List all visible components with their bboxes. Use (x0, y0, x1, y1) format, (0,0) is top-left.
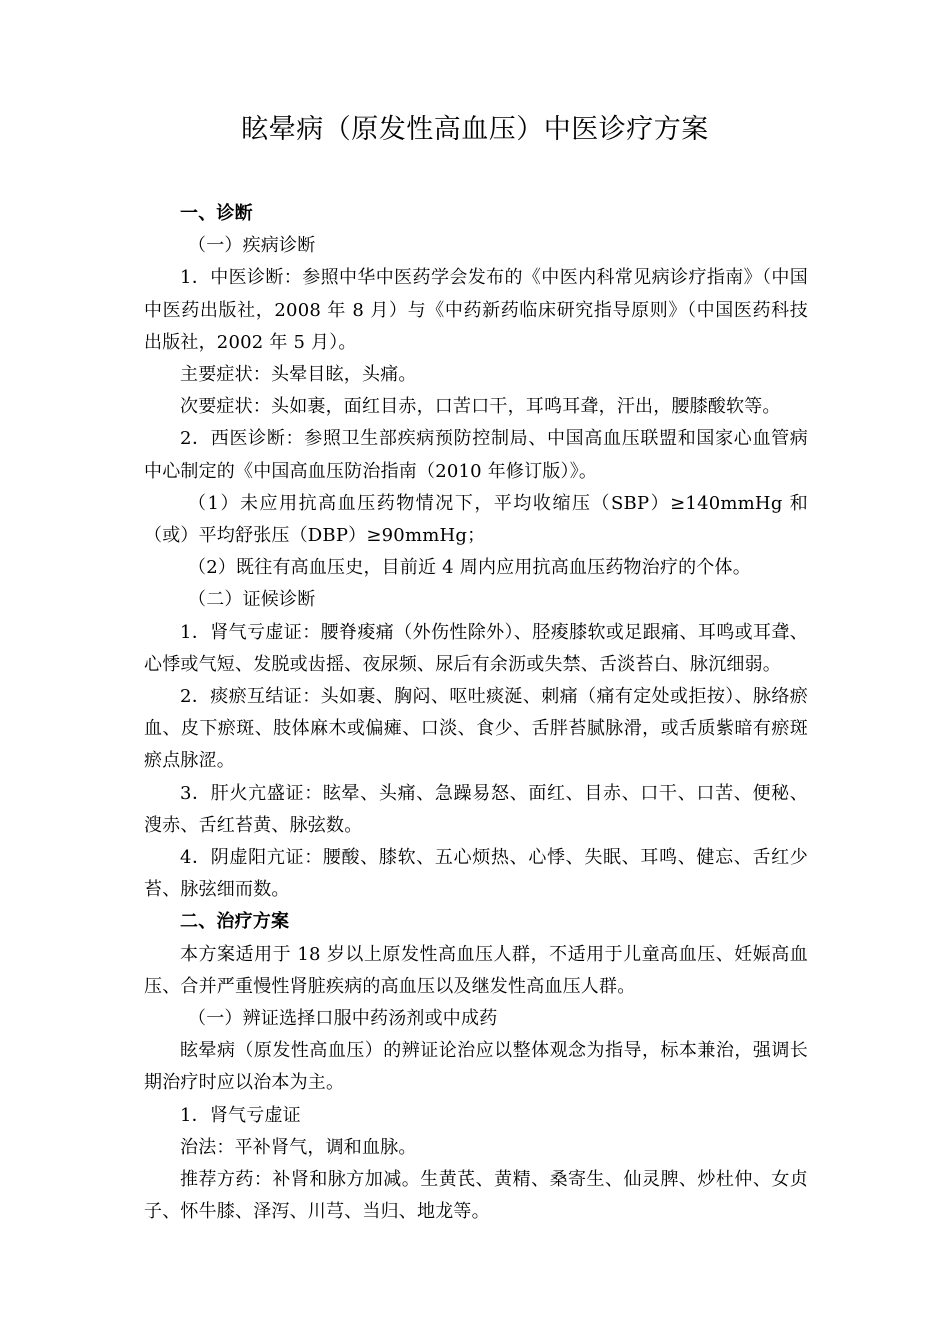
section-heading: 一、诊断 (180, 203, 253, 224)
paragraph: 治法：平补肾气，调和血脉。 (180, 1136, 417, 1158)
paragraph: 1．中医诊断：参照中华中医药学会发布的《中医内科常见病诊疗指南》（中国中医药出版社，2008 年 8 月）与《中药新药临床研究指导原则》（中国医药科技出版社，2002 年 5 月）。 (144, 267, 808, 353)
subsection-heading: （一）辨证选择口服中药汤剂或中成药 (188, 1008, 498, 1030)
paragraph: （2）既往有高血压史，目前近 4 周内应用抗高血压药物治疗的个体。 (188, 557, 751, 579)
section-heading: 二、治疗方案 (180, 911, 290, 933)
paragraph: 次要症状：头如裹，面红目赤，口苦口干，耳鸣耳聋，汗出，腰膝酸软等。 (180, 396, 781, 418)
paragraph: 1．肾气亏虚证 (180, 1104, 301, 1126)
paragraph: 1．肾气亏虚证：腰脊痠痛（外伤性除外）、胫痠膝软或足跟痛、耳鸣或耳聋、心悸或气短、发脱或齿摇、夜尿频、尿后有余沥或失禁、舌淡苔白、脉沉细弱。 (144, 621, 808, 675)
document-body (144, 198, 808, 1229)
paragraph: 主要症状：头晕目眩，头痛。 (180, 364, 417, 386)
paragraph: 眩晕病（原发性高血压）的辨证论治应以整体观念为指导，标本兼治，强调长期治疗时应以治本为主。 (144, 1040, 808, 1094)
subsection-heading: （二）证候诊断 (188, 589, 316, 611)
paragraph: （1）未应用抗高血压药物情况下，平均收缩压（SBP）≥140mmHg 和（或）平均舒张压（DBP）≥90mmHg； (144, 492, 808, 547)
subsection-heading: （一）疾病诊断 (188, 235, 316, 257)
paragraph: 3．肝火亢盛证：眩晕、头痛、急躁易怒、面红、目赤、口干、口苦、便秘、溲赤、舌红苔黄、脉弦数。 (144, 782, 808, 836)
paragraph: 推荐方药：补肾和脉方加减。生黄芪、黄精、桑寄生、仙灵脾、炒杜仲、女贞子、怀牛膝、泽泻、川芎、当归、地龙等。 (144, 1169, 808, 1223)
paragraph: 4．阴虚阳亢证：腰酸、膝软、五心烦热、心悸、失眠、耳鸣、健忘、舌红少苔、脉弦细而数。 (144, 847, 808, 901)
paragraph: 2．西医诊断：参照卫生部疾病预防控制局、中国高血压联盟和国家心血管病中心制定的《中国高血压防治指南（2010 年修订版）》。 (144, 428, 808, 482)
paragraph: 2．痰瘀互结证：头如裹、胸闷、呕吐痰涎、刺痛（痛有定处或拒按）、脉络瘀血、皮下瘀斑、肢体麻木或偏瘫、口淡、食少、舌胖苔腻脉滑，或舌质紫暗有瘀斑瘀点脉涩。 (144, 686, 808, 772)
document-title: 眩晕病（原发性高血压）中医诊疗方案 (241, 114, 709, 145)
paragraph: 本方案适用于 18 岁以上原发性高血压人群，不适用于儿童高血压、妊娠高血压、合并严重慢性肾脏疾病的高血压以及继发性高血压人群。 (144, 943, 808, 997)
